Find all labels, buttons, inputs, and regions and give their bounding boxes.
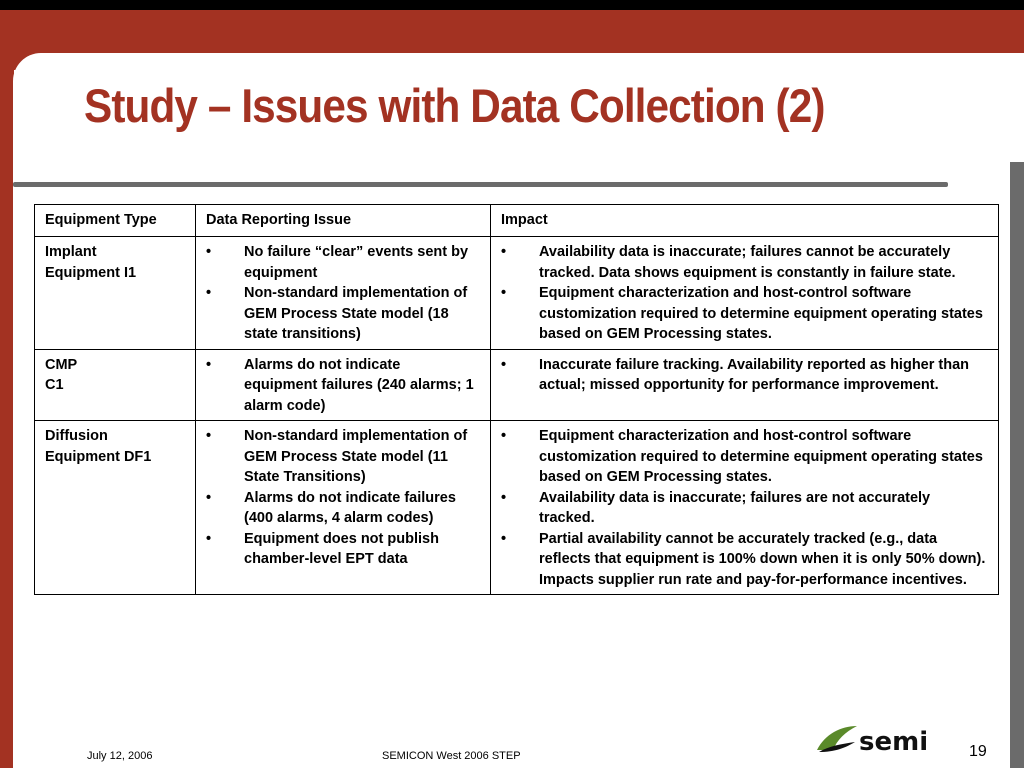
bullet-item: • Partial availability cannot be accurately tracked (e.g., data reflects that equipment is 100% down when it is only 50% down). Impacts supplier run rate and pay-for-performance incentives. <box>501 529 988 591</box>
header-impact: Impact <box>491 205 999 237</box>
table-row <box>35 421 999 595</box>
impacts-list <box>501 426 988 590</box>
footer-date: July 12, 2006 <box>87 750 153 762</box>
svg-text:semi: semi <box>859 727 929 756</box>
bullet-item: • Equipment characterization and host-control software customization required to determine equipment operating states based on GEM Processing states. <box>501 283 988 345</box>
title-rule <box>13 182 948 187</box>
equipment-line: CMP <box>45 356 78 373</box>
issues-table <box>34 204 999 595</box>
impacts-list <box>501 242 988 345</box>
top-bar <box>0 0 1024 10</box>
right-strip <box>1010 162 1024 768</box>
equipment-line: Diffusion <box>45 428 108 444</box>
slide-title: Study – Issues with Data Collection (2) <box>84 79 825 132</box>
page-number: 19 <box>969 743 987 760</box>
issues-cell <box>196 421 491 595</box>
bullet-item: • Alarms do not indicate failures (400 alarms, 4 alarm codes) <box>206 488 476 529</box>
header-equipment-type: Equipment Type <box>35 205 196 237</box>
impacts-cell <box>491 237 999 350</box>
equipment-cell <box>35 421 196 595</box>
table-row <box>35 237 999 350</box>
table-row <box>35 349 999 421</box>
header-data-reporting-issue: Data Reporting Issue <box>196 205 491 237</box>
bullet-item: • Equipment characterization and host-control software customization required to determine equipment operating states based on GEM Processing states. <box>501 426 988 488</box>
issues-cell <box>196 237 491 350</box>
bullet-item: • Inaccurate failure tracking. Availability reported as higher than actual; missed opportunity for performance improvement. <box>501 355 988 396</box>
equipment-line: Implant <box>45 244 97 260</box>
bullet-item: • Non-standard implementation of GEM Process State model (11 State Transitions) <box>206 426 476 488</box>
bullet-item: • No failure “clear” events sent by equipment <box>206 242 476 283</box>
bullet-item: • Alarms do not indicate equipment failures (240 alarms; 1 alarm code) <box>206 355 476 417</box>
left-strip <box>0 10 14 768</box>
semi-logo <box>815 720 945 761</box>
impacts-cell <box>491 349 999 421</box>
issues-list <box>206 242 476 345</box>
equipment-line: Equipment I1 <box>45 264 137 281</box>
equipment-cell <box>35 237 196 350</box>
bullet-item: • Non-standard implementation of GEM Process State model (18 state transitions) <box>206 283 476 345</box>
issues-cell <box>196 349 491 421</box>
issues-list <box>206 355 476 417</box>
bullet-item: • Availability data is inaccurate; failures cannot be accurately tracked. Data shows equipment is constantly in failure state. <box>501 242 988 283</box>
footer-event: SEMICON West 2006 STEP <box>382 750 521 762</box>
equipment-cell <box>35 349 196 421</box>
impacts-cell <box>491 421 999 595</box>
issues-list <box>206 426 476 570</box>
bullet-item: • Equipment does not publish chamber-level EPT data <box>206 529 476 570</box>
bullet-item: • Availability data is inaccurate; failures are not accurately tracked. <box>501 488 988 529</box>
impacts-list <box>501 355 988 396</box>
equipment-line: Equipment DF1 <box>45 448 152 465</box>
equipment-line: C1 <box>45 377 64 393</box>
